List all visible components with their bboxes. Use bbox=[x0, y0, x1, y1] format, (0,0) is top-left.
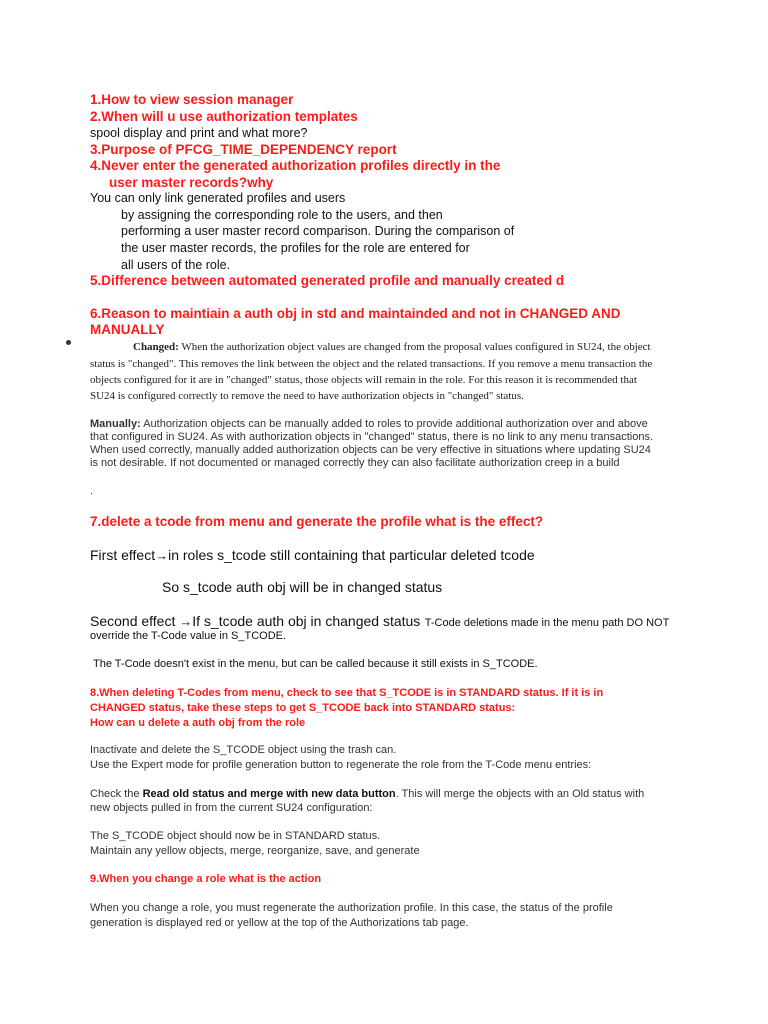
arrow-right-icon: → bbox=[155, 548, 169, 563]
changed-line bbox=[133, 341, 651, 353]
manually-line: When used correctly, manually added authorization objects can be very effective in situations where updating SU24 bbox=[90, 444, 651, 456]
step-4: The S_TCODE object should now be in STANDARD status. bbox=[90, 830, 381, 842]
tcode-note: The T-Code doesn't exist in the menu, but can be called because it still exists in S_TCODE. bbox=[93, 658, 538, 670]
answer-4-line: You can only link generated profiles and users bbox=[90, 191, 346, 205]
changed-line: objects configured for it are in "changed" status, those objects will remain in the role. For this reason it is recommended that bbox=[90, 374, 637, 386]
second-effect-note: T-Code deletions made in the menu path DO NOT bbox=[424, 617, 670, 629]
step-3 bbox=[90, 788, 644, 800]
question-8-line3: How can u delete a auth obj from the role bbox=[90, 717, 306, 729]
stray-dot: . bbox=[90, 485, 94, 497]
second-effect bbox=[90, 613, 669, 631]
second-effect-text: If s_tcode auth obj in changed status bbox=[192, 613, 421, 629]
answer-4-line: the user master records, the profiles for the role are entered for bbox=[121, 241, 470, 255]
question-1: 1.How to view session manager bbox=[90, 92, 294, 107]
question-7: 7.delete a tcode from menu and generate the profile what is the effect? bbox=[90, 514, 544, 529]
so-line: So s_tcode auth obj will be in changed status bbox=[162, 579, 443, 595]
changed-line: SU24 is configured correctly to remove the need to have authorization objects in "changed" status. bbox=[90, 390, 524, 402]
answer-4-line: performing a user master record comparison. During the comparison of bbox=[121, 224, 515, 238]
answer-9-line1: When you change a role, you must regenerate the authorization profile. In this case, the status of the profile bbox=[90, 902, 613, 914]
first-effect-label: First effect bbox=[90, 547, 156, 563]
step-3-c: . This will merge the objects with an Old status with bbox=[395, 788, 645, 800]
manually-line bbox=[90, 418, 648, 430]
answer-2: spool display and print and what more? bbox=[90, 126, 308, 140]
question-5: 5.Difference between automated generated profile and manually created d bbox=[90, 273, 565, 288]
question-3: 3.Purpose of PFCG_TIME_DEPENDENCY report bbox=[90, 142, 397, 157]
step-3-d: new objects pulled in from the current SU24 configuration: bbox=[90, 802, 373, 814]
answer-4-line: all users of the role. bbox=[121, 258, 231, 272]
step-2: Use the Expert mode for profile generation button to regenerate the role from the T-Code menu entries: bbox=[90, 759, 592, 771]
first-effect-text: in roles s_tcode still containing that particular deleted tcode bbox=[168, 547, 535, 563]
manually-line: that configured in SU24. As with authorization objects in "changed" status, there is no link to any menu transactions. bbox=[90, 431, 654, 443]
second-effect-label: Second effect bbox=[90, 613, 180, 629]
question-4-line1: 4.Never enter the generated authorization profiles directly in the bbox=[90, 158, 501, 173]
answer-4-line: by assigning the corresponding role to the users, and then bbox=[121, 208, 443, 222]
manually-label: Manually: bbox=[90, 418, 141, 430]
manually-text: Authorization objects can be manually added to roles to provide additional authorization over and above bbox=[143, 418, 648, 430]
changed-label: Changed: bbox=[133, 341, 179, 353]
changed-line: status is "changed". This removes the link between the object and the related transactions. If you remove a menu transaction the bbox=[90, 358, 653, 370]
second-effect-note-2: override the T-Code value in S_TCODE. bbox=[90, 630, 287, 642]
question-6-line1: 6.Reason to maintiain a auth obj in std and maintainded and not in CHANGED AND bbox=[90, 306, 621, 321]
question-8-line2: CHANGED status, take these steps to get S_TCODE back into STANDARD status: bbox=[90, 702, 516, 714]
question-2: 2.When will u use authorization templates bbox=[90, 109, 358, 124]
step-3-button-name: Read old status and merge with new data button bbox=[142, 788, 396, 800]
step-1: Inactivate and delete the S_TCODE object using the trash can. bbox=[90, 744, 397, 756]
manually-line: is not desirable. If not documented or managed correctly they can also facilitate authorization creep in a build bbox=[90, 457, 620, 469]
step-3-a: Check the bbox=[90, 788, 143, 800]
question-6-line2: MANUALLY bbox=[90, 322, 165, 337]
answer-9-line2: generation is displayed red or yellow at the top of the Authorizations tab page. bbox=[90, 917, 469, 929]
changed-text: When the authorization object values are changed from the proposal values configured in SU24, the object bbox=[181, 341, 651, 353]
bullet-icon bbox=[66, 340, 71, 345]
arrow-right-icon: → bbox=[179, 614, 193, 629]
question-4-line2: user master records?why bbox=[109, 175, 274, 190]
first-effect bbox=[90, 547, 535, 563]
step-5: Maintain any yellow objects, merge, reorganize, save, and generate bbox=[90, 845, 420, 857]
question-8-line1: 8.When deleting T-Codes from menu, check to see that S_TCODE is in STANDARD status. If it is in bbox=[90, 687, 604, 699]
question-9: 9.When you change a role what is the action bbox=[90, 873, 322, 885]
